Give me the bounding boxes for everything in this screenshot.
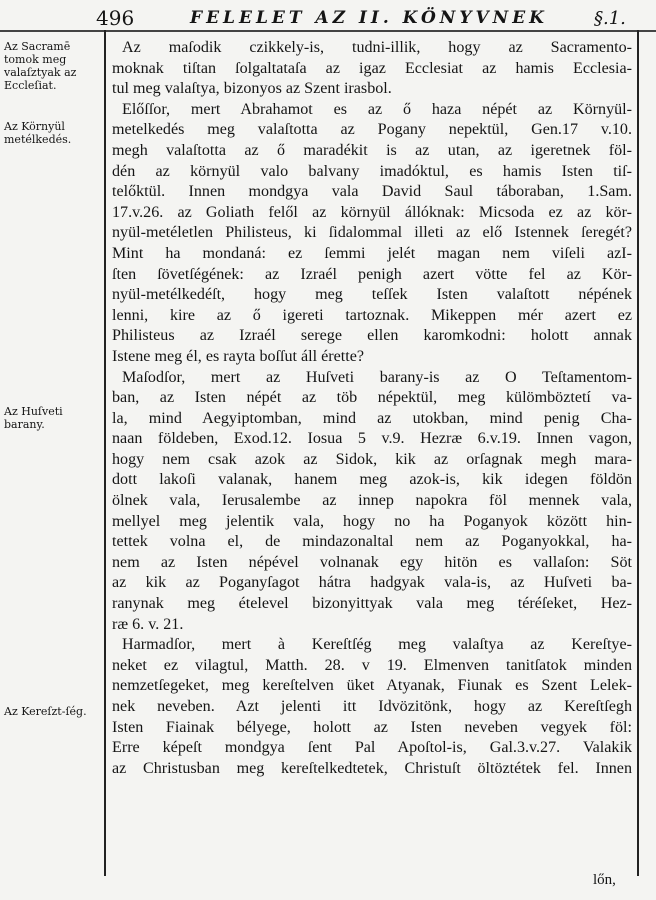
text-line: ræ 6. v. 21. <box>112 615 184 633</box>
text-line: 17.v.26. az Goliath felől az környül állóknak: Micsoda ez az kör- <box>112 203 632 221</box>
text-line: neket ez vilagtul, Matth. 28. v 19. Elmenven tanitſatok minden <box>112 656 632 674</box>
text-line: Istene meg él, es rayta boſſut áll érette? <box>112 347 365 365</box>
catchword: lőn, <box>593 872 616 888</box>
paragraph <box>112 100 632 368</box>
text-line: Isten Fiainak bélyege, holott az Isten neveben vegyek föl: <box>112 718 632 736</box>
text-line: dott lakoſi valanak, hanem meg azok-is, kik idegen földön <box>112 471 632 489</box>
text-line: nyül-metélkedéſt, hogy meg teſſek Isten valaſtott népének <box>112 286 632 304</box>
text-line: nyül-metéletlen Philisteus, ki ſidalommal illeti az elő Istennek ſeregét? <box>112 224 632 242</box>
main-text <box>112 38 632 779</box>
text-line: Harmadſor, mert à Kereſtſég meg valaſtya az Kereſtye- <box>122 636 632 654</box>
text-line: moknak tiſtan ſolgaltataſa az igaz Ecclesiat az hamis Ecclesia- <box>112 59 632 77</box>
margin-note-baptism: Az Kereſzt-ſég. <box>4 705 87 718</box>
text-line: Maſodſor, mert az Huſveti barany-is az O Teſtamentom- <box>122 368 632 386</box>
text-line: tettek volna el, de mindazonaltal nem az Poganyokkal, ha- <box>112 533 632 551</box>
text-line: mellyel meg jelentik vala, hogy no ha Poganyok között hin- <box>112 512 632 530</box>
text-line: dén az környül valo balvany imadóktul, es hamis Isten tiſ- <box>112 162 632 180</box>
text-line: Philisteus az Izraél serege ellen karomkodni: holott annak <box>112 327 632 345</box>
text-line: az kik az Poganyſagot hátra hadgyak vala-is, az Huſveti ba- <box>112 574 632 592</box>
text-line: az Christusban meg kereſtelkedtetek, Christuſt öltöztétek fel. Innen <box>112 759 632 777</box>
text-line: Az maſodik czikkely-is, tudni-illik, hogy az Sacramento- <box>122 39 632 56</box>
page-number: 496 <box>96 6 135 30</box>
text-line: metelkedés meg valaſtotta az Pogany nepektül, Gen.17 v.10. <box>112 121 632 139</box>
text-line: telőktül. Innen mondgya vala David Saul táboraban, 1.Sam. <box>112 183 632 201</box>
text-line: ölnek vala, Ierusalembe az innep napokra föl mennek vala, <box>112 492 632 510</box>
paragraph <box>112 368 632 636</box>
margin-note-circumcision: Az Környül metélkedés. <box>4 120 72 146</box>
paragraph <box>112 38 632 100</box>
text-line: nem az Isten népével volnanak egy hitön es vallaſon: Söt <box>112 553 632 571</box>
text-line: Előſſor, mert Abrahamot es az ő haza népét az Környül- <box>122 100 632 118</box>
text-line: lenni, kire az ő igereti tartoznak. Mikeppen mér azert ez <box>112 306 632 324</box>
text-line: naan földeben, Exod.12. Iosua 5 v.9. Hezræ 6.v.19. Innen vagon, <box>112 430 632 448</box>
text-line: ban, az Isten népét az töb népektül, meg külömböztetí va- <box>112 389 632 407</box>
text-line: ranynak meg ételevel bizonyittyak vala meg téréſeket, Hez- <box>112 595 632 613</box>
margin-rule-right <box>637 30 639 876</box>
text-line: hogy nem csak azok az Sidok, kik az orſagnak megh mara- <box>112 450 632 468</box>
paragraph <box>112 635 632 779</box>
margin-note-passover-lamb: Az Huſveti barany. <box>4 405 63 431</box>
text-line: ſten ſövetſégének: az Izraél penigh azert vötte fel az Kör- <box>112 265 632 283</box>
text-line: nek neveben. Azt jelenti itt Idvözitönk, hogy az Kereſtſegh <box>112 698 632 715</box>
text-line: megh valaſtotta az ő maradékit is az utan, az igeretnek föl- <box>112 141 632 159</box>
text-line: la, mind Aegyiptomban, mind az utokban, mind penig Cha- <box>112 409 632 427</box>
header-rule <box>0 30 656 32</box>
section-mark: §.1. <box>594 8 626 29</box>
text-line: tul meg valaſtya, bizonyos az Szent irasbol. <box>112 80 392 98</box>
margin-rule-left <box>104 30 106 876</box>
running-head: FELELET AZ II. KÖNYVNEK <box>190 8 548 28</box>
margin-note-sacraments: Az Sacramē tomok meg valaſztyak az Eccleſiat. <box>4 40 77 92</box>
page-header <box>0 4 656 30</box>
text-line: Mint ha mondaná: ez ſemmi jelét magan nem viſeli azI- <box>112 244 632 262</box>
text-line: Erre képeſt mondgya ſent Pal Apoſtol-is, Gal.3.v.27. Valakik <box>112 739 632 757</box>
text-line: nemzetſegeket, meg kereſtelven üket Atyanak, Fiunak es Szent Lelek- <box>112 677 632 695</box>
